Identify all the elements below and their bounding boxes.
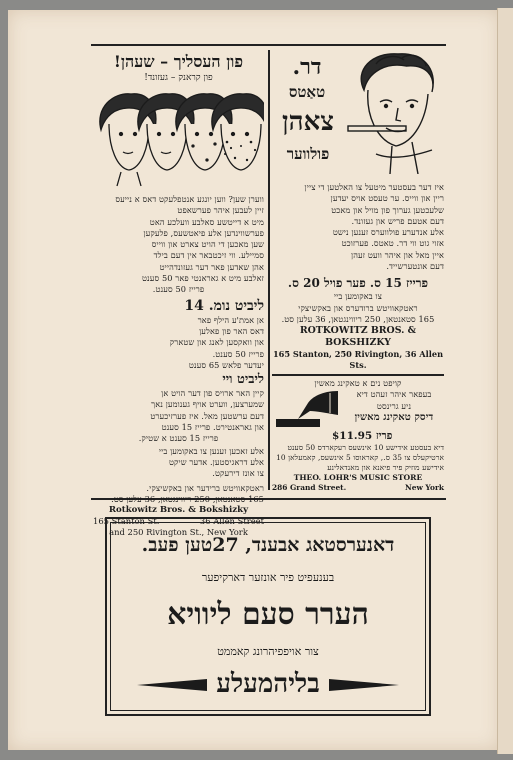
tooth-powder-body-line: שלעכטען גערוך פון מויל און מאכט	[331, 204, 444, 215]
left-ad-price: פרייז 50 סענט.	[152, 284, 205, 295]
right-flourish-arrow	[329, 675, 399, 695]
tooth-powder-ad	[272, 50, 444, 372]
right-column-separator	[272, 374, 444, 376]
left-ad-note-line: צו אונז דירעקט.	[212, 468, 264, 479]
tooth-powder-company-en: ROTKOWITZ BROS. & BOKSHIZKY	[299, 325, 417, 349]
left-ad-title: פון העסליך – שעהן!	[113, 52, 244, 71]
machine-line-2: בעפאר איהר זעהט דיא	[356, 389, 432, 400]
left-ad-body-line: שען מאכען די הויט צארט און ווייס	[151, 239, 264, 250]
item1-body-line: פרייז 50 סענט.	[212, 348, 264, 359]
left-ad-body-line: אהן שאדען פאר דער געזונדהייט	[159, 261, 264, 272]
tooth-powder-title-4: פולווער	[286, 145, 330, 163]
machine-store-address-row	[272, 483, 444, 493]
item2-body-line: קיין האר ארויס פון דער הויט אן	[161, 388, 264, 399]
left-ad-body-line: סמיילע. ווי זיכטבאר אין דעם בילד	[153, 250, 264, 261]
item1-body-line: און וואקסען לאנג און שטארק	[169, 337, 264, 348]
tooth-powder-body-line: דעם אטעם פריש און געזונד.	[351, 215, 444, 226]
gramophone-icon	[272, 389, 342, 431]
tooth-powder-title-1: דר.	[292, 54, 322, 80]
item2-body-line: שמערצען, ווערט אויף גענומען נאך	[151, 399, 264, 410]
tooth-powder-body-line: דעם אונטערשייד.	[386, 261, 444, 272]
left-ad-body-line: ווערן שען? ווען יונגע אנטפלעקט דאס א נייעס	[115, 194, 264, 204]
left-ad-body-line: זאלבע מיט א גאראנטי פאר 50 סענט	[141, 273, 264, 284]
tooth-powder-sellers-address: 165 סטאנטאן, 250 ריווינגטאן, 36 עלען סט.	[281, 313, 435, 324]
item2-body-line: דעם ערשטען מאל. איז פערזיכערט	[150, 410, 264, 421]
tooth-powder-body-line: אלע אנדערע פולווערס זענען נישט	[332, 227, 444, 238]
tooth-powder-price: פרייז 15 ס. פער פויל 20 ס.	[287, 276, 429, 291]
left-ad	[93, 52, 264, 538]
left-ad-body-line: מיט א דייטשע סאלבע וועלכע האט	[149, 216, 264, 227]
benefit-text	[115, 533, 421, 701]
tooth-powder-title-3: צאהן	[282, 107, 334, 137]
benefit-line-5: בליהמעלע	[216, 669, 320, 699]
tooth-powder-body-line: אזוי גוט ווי דר. טאטס. פערזוכט	[341, 238, 444, 249]
tooth-powder-body-line: ריין און ווייס. ער טעסט אויס יעדען	[330, 193, 444, 204]
left-ad-address-en-1: 165 Stanton St.	[93, 516, 160, 527]
benefit-line-3: הערר סעם ליוויא	[167, 597, 369, 632]
item1-title: ליביט נומ. 14	[184, 297, 264, 314]
column-divider	[268, 50, 270, 490]
tooth-powder-sellers: ראטקאוויטש ברודערס און באקשיצקי	[298, 302, 418, 313]
machine-line-3: ניע גרינסט	[376, 400, 412, 411]
talking-machine-ad	[272, 378, 444, 493]
left-ad-body-line: פערשווינדען אלע פיאטשעס, פלעקען	[143, 227, 264, 238]
left-ad-note-line: אלע זאכען זענען צו באקומען ביי	[158, 445, 264, 456]
item2-body-line: פרייז 15 סענט א שטיק.	[138, 433, 219, 444]
machine-line-1: קויפט נים א טאקינג מאשין	[314, 378, 402, 388]
benefit-line-1: דאנערסטאג אבענד, 27טען פעב.	[141, 534, 395, 556]
left-ad-sellers-address: 165 סטאנטאן, 250 ריווינגטאן, 36 עלען סט.	[111, 493, 264, 504]
machine-store-address: 286 Grand Street.	[272, 483, 347, 493]
left-ad-company-en: Rotkowitz Bros. & Bokshizky	[108, 505, 249, 516]
item1-body-line: אן אמת'ע הילף פאר	[197, 314, 264, 325]
benefit-line-2: בענעפיט פיר אונזער דארקיפער	[201, 571, 335, 584]
machine-store-city: New York	[405, 483, 444, 493]
left-ad-note-line: אלע דראגיסטען. אדער שיקט	[168, 456, 264, 467]
machine-body-line: אידישע מוזיק פיר פיאנא און מאנדאלינע	[327, 463, 444, 473]
item2-body-line: און גאראנטירט. פרייז 15 סענט	[161, 422, 264, 433]
left-flourish-arrow	[137, 675, 207, 695]
machine-name: דיסק טאקינג מאשין	[354, 411, 434, 423]
machine-body-line: ארטיקעלס צו 35 ס., קאראוסו 5 אינשעס, קאמעלאן 10	[276, 453, 444, 463]
woman-brushing-teeth-illustration	[346, 50, 444, 174]
tooth-powder-body-line: איין מאל און איהר וועט זעהן	[351, 249, 444, 260]
left-ad-address-en-3: and 250 Rivington St., New York	[109, 527, 248, 538]
tooth-powder-seller-label: צו באקומען ביי	[333, 291, 383, 302]
item1-body-line: דאס האר פון פאלען	[199, 325, 264, 336]
item2-title: ליביט ויי	[222, 372, 264, 388]
next-page-edge	[497, 8, 513, 754]
tooth-powder-address-en: 165 Stanton, 250 Rivington, 36 Allen Sts.	[272, 349, 444, 371]
machine-store: THEO. LOHR'S MUSIC STORE	[293, 473, 423, 483]
left-ad-sellers: ראטקאוויטש ברידער און באקשיצקי.	[146, 482, 264, 493]
left-ad-address-en-2: 36 Allen Street	[199, 516, 264, 527]
tooth-powder-title-2: טאַטס	[288, 83, 326, 101]
left-ad-body-line: זיין לעבען איהר פערשאפט	[177, 205, 264, 216]
item1-body-line: יעדער פלאש 65 סענט	[188, 359, 264, 370]
left-ad-subtitle: פון קראנק – געזונד!	[144, 73, 213, 83]
machine-price: פריז $11.95	[332, 430, 393, 443]
benefit-line-4: צור אויפפיהרונג קאממט	[217, 645, 319, 658]
machine-body-line: דיא בעסטע אידישע 10 אינשעס רעקארדס 50 סענט	[287, 443, 444, 453]
benefit-announcement	[105, 517, 431, 716]
four-faces-illustration	[93, 88, 264, 188]
tooth-powder-body-line: איז דער בעסטער מיטעל צו האלטען די ציין	[304, 182, 444, 192]
